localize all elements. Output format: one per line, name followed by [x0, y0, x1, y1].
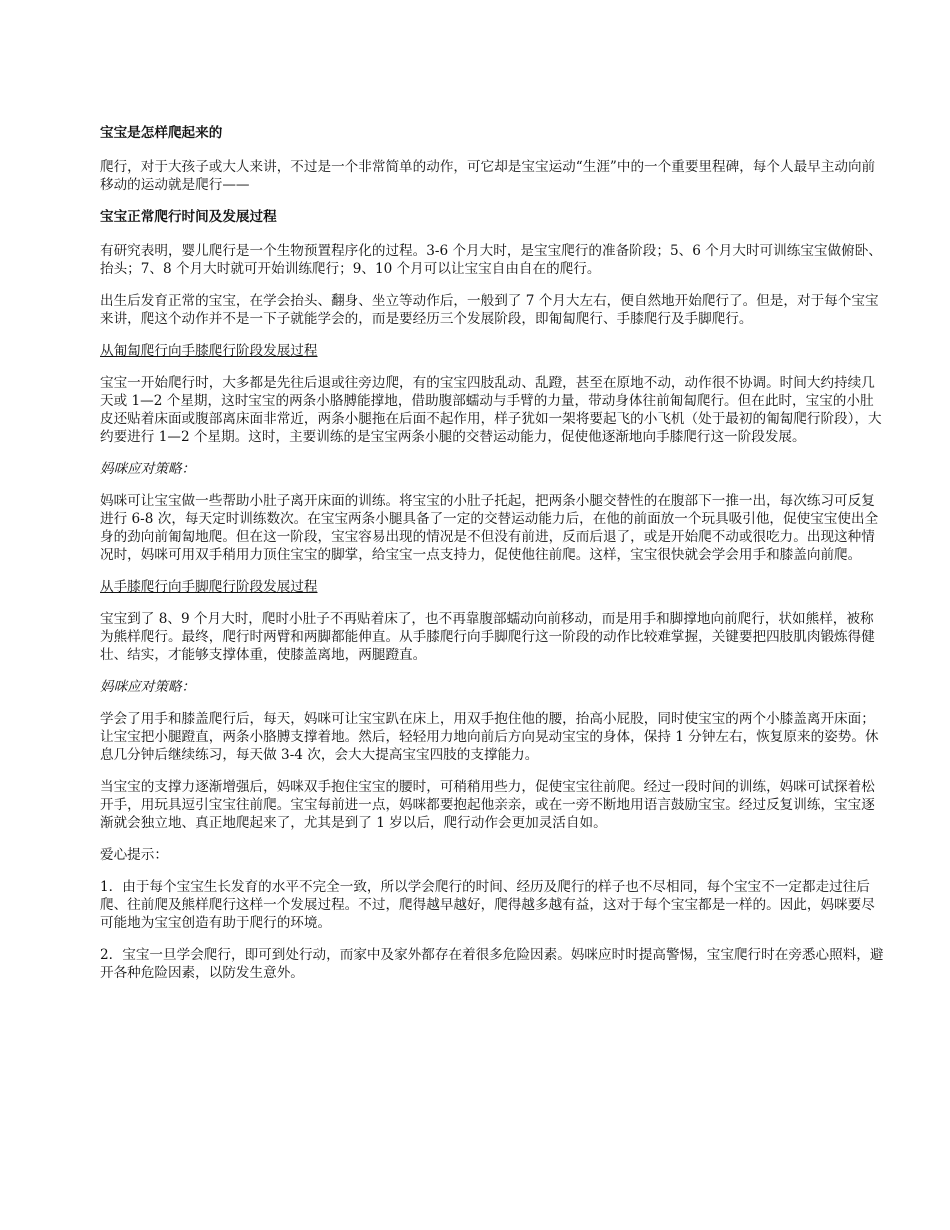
paragraph-strategy1: 妈咪可让宝宝做一些帮助小肚子离开床面的训练。将宝宝的小肚子托起，把两条小腿交替性的在腹部下一推一出，每次练习可反复进行 6-8 次，每天定时训练数次。在宝宝两条小腿具备了一定的交替运动能力后，在他的前面放一个玩具吸引他，促使宝宝使出全身的劲向前匍匐地爬。但在这一阶段，宝宝容易出现的情况是不但没有前进，反而后退了，或是开始爬不动或很吃力。出现这种情况时，妈咪可用双手稍用力顶住宝宝的脚掌，给宝宝一点支持力，促使他往前爬。这样，宝宝很快就会学会用手和膝盖向前爬。 [100, 493, 879, 563]
tip-2: 2．宝宝一旦学会爬行，即可到处行动，而家中及家外都存在着很多危险因素。妈咪应时时提高警惕，宝宝爬行时在旁悉心照料，避开各种危险因素，以防发生意外。 [100, 947, 884, 981]
stage2-heading: 从手膝爬行向手脚爬行阶段发展过程 [100, 579, 318, 595]
strategy1-label: 妈咪应对策略： [100, 461, 196, 477]
section-heading: 宝宝正常爬行时间及发展过程 [100, 209, 277, 225]
tips-label: 爱心提示： [100, 847, 168, 863]
paragraph-stage2: 宝宝到了 8、9 个月大时，爬时小肚子不再贴着床了，也不再靠腹部蠕动向前移动，而是用手和脚撑地向前爬行，状如熊样，被称为熊样爬行。最终，爬行时两臂和两脚都能伸直。从手膝爬行向手脚爬行这一阶段的动作比较难掌握，关键要把四肢肌肉锻炼得健壮、结实，才能够支撑体重，使膝盖离地，两腿蹬直。 [100, 611, 875, 663]
paragraph-strategy2-a: 学会了用手和膝盖爬行后，每天，妈咪可让宝宝趴在床上，用双手抱住他的腰，抬高小屁股，同时使宝宝的两个小膝盖离开床面；让宝宝把小腿蹬直，两条小胳膊支撑着地。然后，轻轻用力地向前后方向晃动宝宝的身体，保持 1 分钟左右，恢复原来的姿势。休息几分钟后继续练习，每天做 3-4 次，会大大提高宝宝四肢的支撑能力。 [100, 711, 879, 763]
tip-1: 1．由于每个宝宝生长发育的水平不完全一致，所以学会爬行的时间、经历及爬行的样子也不尽相同，每个宝宝不一定都走过往后爬、往前爬及熊样爬行这样一个发展过程。不过，爬得越早越好，爬得越多越有益，这对于每个宝宝都是一样的。因此，妈咪要尽可能地为宝宝创造有助于爬行的环境。 [100, 879, 875, 931]
paragraph-development: 出生后发育正常的宝宝，在学会抬头、翻身、坐立等动作后，一般到了 7 个月大左右，便自然地开始爬行了。但是，对于每个宝宝来讲，爬这个动作并不是一下子就能学会的，而是要经历三个发展阶段，即匍匐爬行、手膝爬行及手脚爬行。 [100, 293, 879, 327]
document-title: 宝宝是怎样爬起来的 [100, 125, 223, 141]
stage1-heading: 从匍匐爬行向手膝爬行阶段发展过程 [100, 343, 318, 359]
paragraph-stage1: 宝宝一开始爬行时，大多都是先往后退或往旁边爬，有的宝宝四肢乱动、乱蹬，甚至在原地不动，动作很不协调。时间大约持续几天或 1—2 个星期，这时宝宝的两条小胳膊能撑地，借助腹部蠕动与手臂的力量，带动身体往前匍匐爬行。但在此时，宝宝的小肚皮还贴着床面或腹部离床面非常近，两条小腿拖在后面不起作用，样子犹如一架将要起飞的小飞机（处于最初的匍匐爬行阶段），大约要进行 1—2 个星期。这时，主要训练的是宝宝两条小腿的交替运动能力，促使他逐渐地向手膝爬行这一阶段发展。 [100, 375, 882, 445]
strategy2-label: 妈咪应对策略： [100, 679, 196, 695]
intro-paragraph: 爬行，对于大孩子或大人来讲，不过是一个非常简单的动作，可它却是宝宝运动“生涯”中的一个重要里程碑，每个人最早主动向前移动的运动就是爬行—— [100, 159, 876, 193]
paragraph-research: 有研究表明，婴儿爬行是一个生物预置程序化的过程。3-6 个月大时，是宝宝爬行的准备阶段；5、6 个月大时可训练宝宝做俯卧、抬头；7、8 个月大时就可开始训练爬行；9、10 个月可以让宝宝自由自在的爬行。 [100, 243, 882, 277]
paragraph-strategy2-b: 当宝宝的支撑力逐渐增强后，妈咪双手抱住宝宝的腰时，可稍稍用些力，促使宝宝往前爬。经过一段时间的训练，妈咪可试探着松开手，用玩具逗引宝宝往前爬。宝宝每前进一点，妈咪都要抱起他亲亲，或在一旁不断地用语言鼓励宝宝。经过反复训练，宝宝逐渐就会独立地、真正地爬起来了，尤其是到了 1 岁以后，爬行动作会更加灵活自如。 [100, 779, 875, 831]
